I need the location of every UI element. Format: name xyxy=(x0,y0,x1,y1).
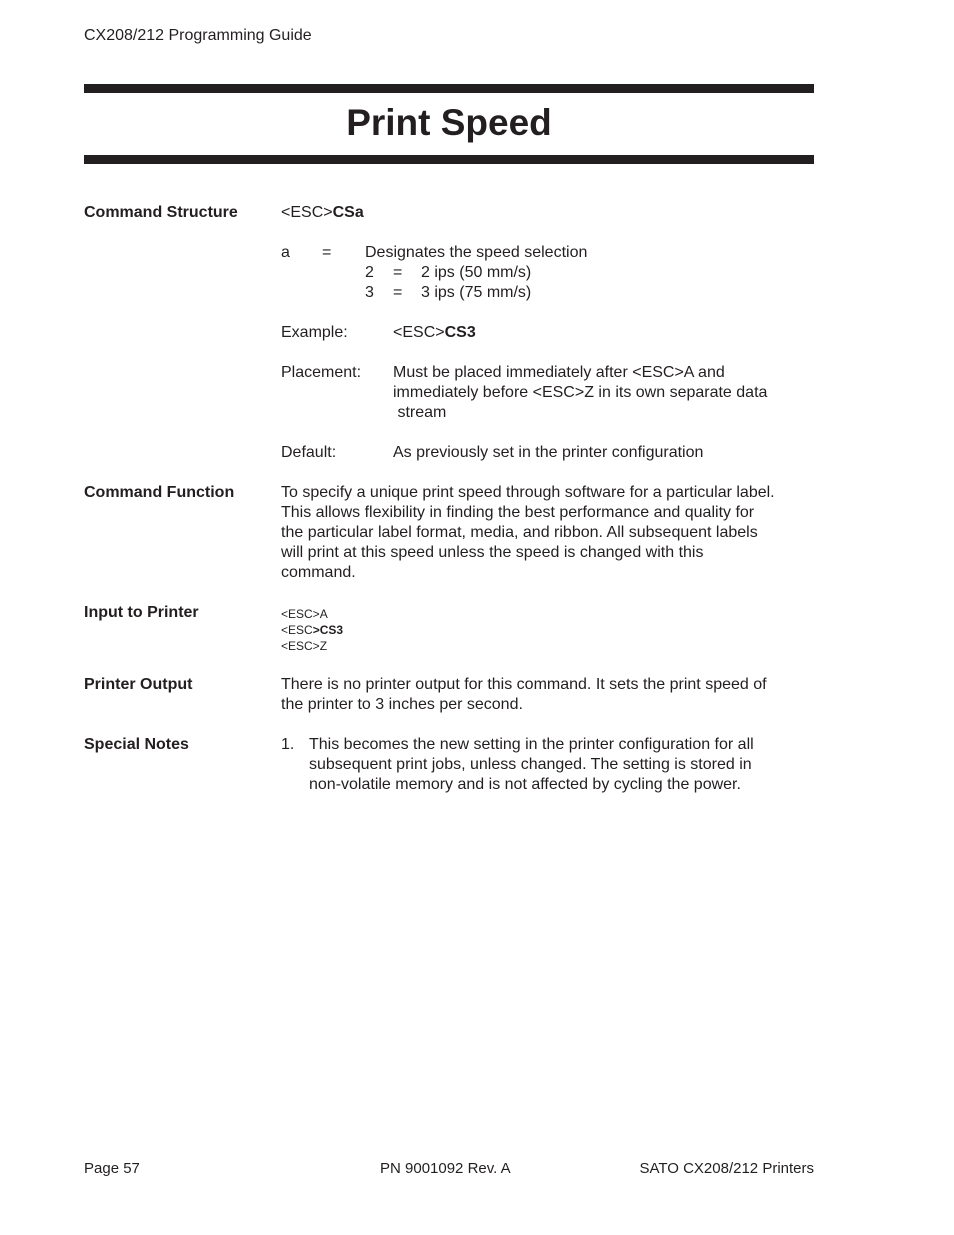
default-label: Default: xyxy=(281,444,337,461)
footer-part-number: PN 9001092 Rev. A xyxy=(380,1160,511,1177)
example-label: Example: xyxy=(281,324,348,341)
note-number: 1. xyxy=(281,736,295,753)
input-line xyxy=(281,622,343,638)
output-line: the printer to 3 inches per second. xyxy=(281,696,523,713)
input-line: <ESC>A xyxy=(281,607,328,621)
title-rule-top xyxy=(84,84,814,93)
footer-product: SATO CX208/212 Printers xyxy=(639,1160,814,1177)
example-command: CS3 xyxy=(444,324,476,341)
function-line: To specify a unique print speed through software for a particular label. xyxy=(281,484,775,501)
placement-line: stream xyxy=(393,404,447,421)
section-label-printer-output: Printer Output xyxy=(84,676,193,693)
param-description: Designates the speed selection xyxy=(365,244,588,261)
input-prefix: <ESC xyxy=(281,623,313,637)
page-title: Print Speed xyxy=(346,102,552,143)
syntax-prefix: <ESC> xyxy=(281,204,333,221)
function-line: the particular label format, media, and ribbon. All subsequent labels xyxy=(281,524,758,541)
option-description: 2 ips (50 mm/s) xyxy=(421,264,532,281)
section-label-special-notes: Special Notes xyxy=(84,736,189,753)
option-equals: = xyxy=(393,264,403,281)
function-line: will print at this speed unless the speed is changed with this xyxy=(281,544,704,561)
input-command: >CS3 xyxy=(312,623,344,637)
example-prefix: <ESC> xyxy=(393,324,445,341)
placement-line: Must be placed immediately after <ESC>A and xyxy=(393,364,725,381)
function-line: This allows flexibility in finding the best performance and quality for xyxy=(281,504,755,521)
section-label-input-to-printer: Input to Printer xyxy=(84,604,199,621)
command-syntax xyxy=(281,203,364,223)
option-value: 3 xyxy=(365,284,374,301)
output-line: There is no printer output for this command. It sets the print speed of xyxy=(281,676,767,693)
note-line: non-volatile memory and is not affected by cycling the power. xyxy=(309,776,741,793)
function-line: command. xyxy=(281,564,356,581)
section-label-command-structure: Command Structure xyxy=(84,204,238,221)
option-equals: = xyxy=(393,284,403,301)
option-value: 2 xyxy=(365,264,374,281)
footer-page-number: Page 57 xyxy=(84,1160,140,1177)
option-description: 3 ips (75 mm/s) xyxy=(421,284,532,301)
default-value: As previously set in the printer configuration xyxy=(393,444,704,461)
param-equals: = xyxy=(322,244,332,261)
input-line: <ESC>Z xyxy=(281,639,328,653)
placement-line: immediately before <ESC>Z in its own separate data xyxy=(393,384,768,401)
note-line: This becomes the new setting in the printer configuration for all xyxy=(309,736,754,753)
title-rule-bottom xyxy=(84,155,814,164)
example-value xyxy=(393,323,476,343)
section-label-command-function: Command Function xyxy=(84,484,235,501)
placement-label: Placement: xyxy=(281,364,362,381)
param-name: a xyxy=(281,244,290,261)
running-header: CX208/212 Programming Guide xyxy=(84,27,312,44)
note-line: subsequent print jobs, unless changed. The setting is stored in xyxy=(309,756,752,773)
syntax-command: CSa xyxy=(332,204,364,221)
